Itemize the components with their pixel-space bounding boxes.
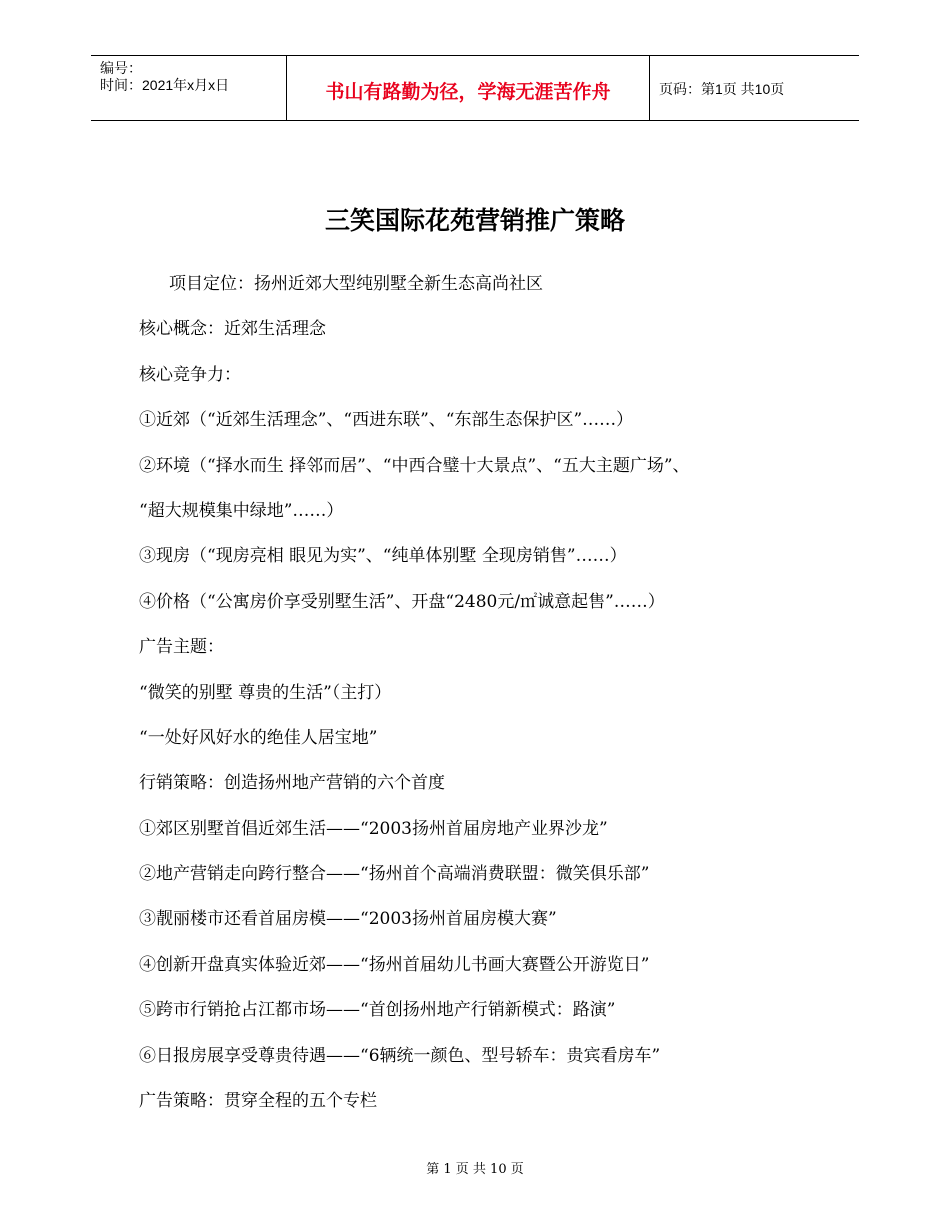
body-line: 行销策略：创造扬州地产营销的六个首度 xyxy=(139,773,445,794)
document-title: 三笑国际花苑营销推广策略 xyxy=(324,206,625,235)
page-footer: 第 1 页 共 10 页 xyxy=(426,1162,524,1177)
body-line: ④价格（“公寓房价享受别墅生活”、开盘“2480元/㎡诚意起售”……） xyxy=(139,591,665,612)
body-line: ①郊区别墅首倡近郊生活——“2003扬州首届房地产业界沙龙” xyxy=(139,818,608,839)
page-header xyxy=(91,55,859,121)
body-line: 广告策略：贯穿全程的五个专栏 xyxy=(139,1091,377,1112)
body-line: ③靓丽楼市还看首届房模——“2003扬州首届房模大赛” xyxy=(139,909,557,930)
body-line: 核心竞争力： xyxy=(139,364,241,385)
body-line: 广告主题： xyxy=(139,637,224,658)
number-label: 编号： xyxy=(100,60,142,76)
header-meta-cell xyxy=(91,56,287,120)
body-line: 核心概念：近郊生活理念 xyxy=(139,319,326,340)
body-line: 项目定位：扬州近郊大型纯别墅全新生态高尚社区 xyxy=(169,274,543,294)
time-label: 时间：2021年x月x日 xyxy=(100,77,230,93)
body-line: ④创新开盘真实体验近郊——“扬州首届幼儿书画大赛暨公开游览日” xyxy=(139,954,650,975)
body-line: “超大规模集中绿地”……） xyxy=(139,500,344,521)
header-page-info: 页码：第1页 共10页 xyxy=(659,81,785,97)
body-line: ①近郊（“近郊生活理念”、“西进东联”、“东部生态保护区”……） xyxy=(139,410,634,431)
body-line: ③现房（“现房亮相 眼见为实”、“纯单体别墅 全现房销售”……） xyxy=(139,546,627,567)
header-motto: 书山有路勤为径，学海无涯苦作舟 xyxy=(287,56,650,120)
body-line: ②地产营销走向跨行整合——“扬州首个高端消费联盟：微笑俱乐部” xyxy=(139,864,650,885)
body-line: ⑥日报房展享受尊贵待遇——“6辆统一颜色、型号轿车：贵宾看房车” xyxy=(139,1045,661,1066)
body-line: “微笑的别墅 尊贵的生活”（主打） xyxy=(139,682,392,703)
body-line: ⑤跨市行销抢占江都市场——“首创扬州地产行销新模式：路演” xyxy=(139,1000,616,1021)
document-body xyxy=(139,266,839,1128)
body-line: “一处好风好水的绝佳人居宝地” xyxy=(139,727,378,748)
body-line: ②环境（“择水而生 择邻而居”、“中西合璧十大景点”、“五大主题广场”、 xyxy=(139,455,690,476)
